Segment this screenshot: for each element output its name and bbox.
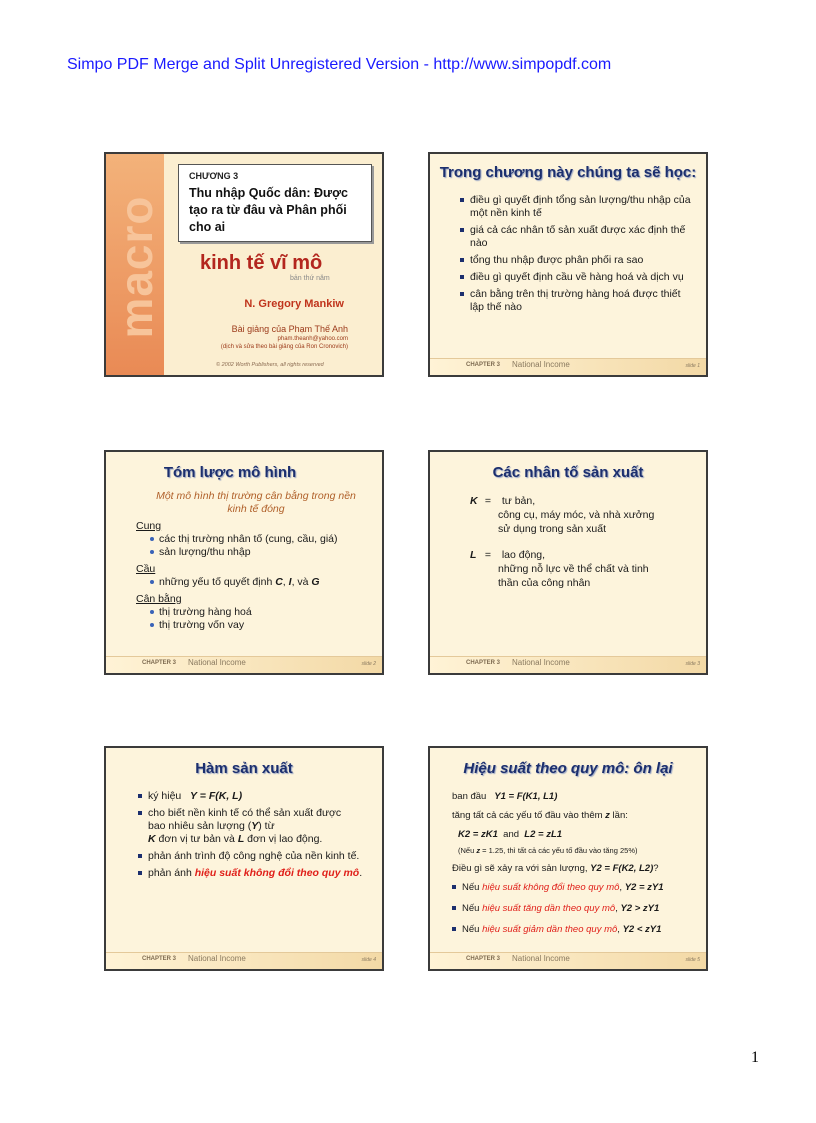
notation-label: ký hiệu [148, 790, 182, 802]
supply-heading: Cung [136, 520, 162, 532]
text-line [452, 790, 702, 803]
symbol-c: C [275, 576, 283, 588]
equilibrium-heading: Cân bằng [136, 593, 182, 605]
supply-list [136, 533, 376, 559]
slide-footer [106, 952, 382, 969]
footer-topic: National Income [512, 658, 570, 667]
text-line [452, 809, 702, 822]
formula: Y2 > zY1 [620, 903, 660, 914]
slide-chapter-goals [428, 152, 708, 377]
slide-title: Hiệu suất theo quy mô: ôn lại [463, 760, 673, 777]
text-fragment: Điều gì sẽ xảy ra với sản lượng, [452, 863, 591, 874]
labor-line-1: lao động, [501, 549, 546, 561]
slide-footer [106, 656, 382, 673]
production-formula: Y = F(K, L) [190, 790, 243, 802]
footer-slide-number: slide 4 [361, 957, 376, 963]
page-number: 1 [751, 1049, 759, 1066]
formula: K2 = zK1 [458, 829, 498, 840]
slide-title: Hàm sản xuất [195, 760, 293, 777]
footer-slide-number: slide 5 [685, 957, 700, 963]
model-outline [136, 520, 376, 632]
symbol-k: K [148, 833, 156, 845]
text-line [452, 845, 702, 856]
footer-topic: National Income [188, 954, 246, 963]
labor-line-2: những nỗ lực về thể chất và tinh [498, 563, 649, 575]
text-fragment: . [359, 867, 363, 879]
text-fragment: Nếu [462, 924, 483, 935]
capital-line-1: tư bản, [501, 495, 536, 507]
highlight-text: hiệu suất tăng dần theo quy mô [482, 903, 616, 914]
footer-topic: National Income [512, 954, 570, 963]
text-line: cho biết nền kinh tế có thể sản xuất được [148, 807, 342, 819]
formula: Y1 = F(K1, L1) [494, 791, 558, 802]
slide-footer [430, 952, 706, 969]
symbol-z: z [476, 846, 481, 855]
footer-topic: National Income [188, 658, 246, 667]
slide-title: Tóm lược mô hình [163, 464, 297, 481]
list-item [138, 790, 374, 803]
capital-symbol: K [470, 495, 478, 507]
symbol-z: z [605, 810, 610, 821]
text-fragment: (Nếu [458, 846, 477, 855]
symbol-g: G [311, 576, 320, 588]
watermark-banner: Simpo PDF Merge and Split Unregistered Version - http://www.simpopdf.com [67, 56, 612, 73]
text-line [148, 820, 374, 833]
lecturer-email: pham.theanh@yahoo.com [277, 336, 348, 342]
formula: Y2 = zY1 [624, 882, 664, 893]
list-item [138, 807, 374, 846]
text-fragment: bao nhiêu sản lượng ( [148, 820, 252, 832]
production-list [138, 790, 374, 884]
footer-chapter: CHAPTER 3 [142, 956, 177, 962]
formula: Y2 = F(K2, L2) [590, 863, 654, 874]
slide-production-function [104, 746, 384, 971]
lecturer-name: Bài giảng của Phạm Thế Anh [231, 324, 348, 334]
footer-slide-number: slide 3 [685, 661, 700, 667]
highlight-text: hiệu suất không đổi theo quy mô [482, 882, 620, 893]
slide-model-overview [104, 450, 384, 675]
chapter-label: CHƯƠNG 3 [189, 171, 239, 181]
separator: , và [291, 576, 312, 588]
copyright-note: © 2002 Worth Publishers, all rights reserved [216, 362, 324, 368]
labor-symbol: L [470, 549, 477, 561]
equals-sign: = [484, 549, 492, 561]
list-item: giá cả các nhân tố sản xuất được xác định thế nào [460, 224, 696, 250]
separator: , [282, 576, 289, 588]
list-item: thị trường hàng hoá [150, 606, 376, 619]
list-item: Nếu hiệu suất giảm dần theo quy mô, Y2 < zY1 [452, 923, 702, 936]
demand-heading: Cầu [136, 563, 156, 575]
slide-factors-of-production [428, 450, 708, 675]
list-item [150, 576, 376, 589]
list-item: điều gì quyết định tổng sản lượng/thu nhập của một nền kinh tế [460, 194, 696, 220]
list-item [138, 867, 374, 880]
text-fragment: Nếu [462, 903, 483, 914]
demand-text: những yếu tố quyết định [159, 576, 276, 588]
text-fragment: ? [653, 863, 659, 874]
text-fragment: tăng tất cả các yếu tố đầu vào thêm [452, 810, 606, 821]
list-item: Nếu hiệu suất tăng dần theo quy mô, Y2 > zY1 [452, 902, 702, 915]
slide-title: Trong chương này chúng ta sẽ học: [439, 164, 697, 181]
list-item: điều gì quyết định cầu về hàng hoá và dịch vụ [460, 271, 696, 284]
list-item: Nếu hiệu suất không đổi theo quy mô, Y2 = zY1 [452, 881, 702, 894]
list-item: cân bằng trên thị trường hàng hoá được thiết lập thế nào [460, 288, 696, 314]
text-fragment: đơn vị lao động. [244, 833, 323, 845]
footer-topic: National Income [512, 360, 570, 369]
list-item: thị trường vốn vay [150, 619, 376, 632]
capital-line-2: công cụ, máy móc, và nhà xưởng [498, 509, 655, 521]
footer-chapter: CHAPTER 3 [466, 660, 501, 666]
slide-returns-to-scale [428, 746, 708, 971]
equilibrium-list [136, 606, 376, 632]
text-line [452, 828, 702, 841]
footer-chapter: CHAPTER 3 [142, 660, 177, 666]
slide-title: Các nhân tố sản xuất [492, 464, 644, 481]
slide-subtitle: Một mô hình thị trường cân bằng trong nền kinh tế đóng [156, 490, 356, 515]
credit-note: (dịch và sửa theo bài giảng của Ron Cronovich) [220, 344, 348, 350]
slide-footer [430, 358, 706, 375]
edition-label: bản thứ năm [290, 275, 330, 282]
list-item: tổng thu nhập được phân phối ra sao [460, 254, 696, 267]
slide-footer [430, 656, 706, 673]
factor-labor [470, 548, 700, 590]
list-item: sản lượng/thu nhập [150, 546, 376, 559]
returns-list [452, 881, 702, 936]
macro-side-text: macro [110, 195, 162, 339]
chapter-title: Thu nhập Quốc dân: Được tạo ra từ đâu và Phân phối cho ai [189, 186, 348, 234]
text-fragment: ) từ [258, 820, 275, 832]
text-fragment: ban đầu [452, 791, 487, 802]
chapter-box [178, 164, 372, 242]
text-fragment: phản ánh [148, 867, 195, 879]
text-fragment: = 1.25, thì tất cả các yếu tố đầu vào tăng 25%) [480, 846, 638, 855]
footer-chapter: CHAPTER 3 [466, 362, 501, 368]
list-item: các thị trường nhân tố (cung, cầu, giá) [150, 533, 376, 546]
labor-line-3: thần của công nhân [498, 577, 591, 589]
text-fragment: lần: [609, 810, 628, 821]
footer-slide-number: slide 1 [685, 363, 700, 369]
symbol-i: I [288, 576, 292, 588]
formula: Y2 < zY1 [622, 924, 662, 935]
footer-slide-number: slide 2 [361, 661, 376, 667]
author-name: N. Gregory Mankiw [244, 298, 344, 310]
symbol-y: Y [251, 820, 259, 832]
factor-capital [470, 494, 700, 536]
formula: L2 = zL1 [524, 829, 563, 840]
text-line [148, 833, 374, 846]
text-fragment: and [503, 829, 520, 840]
list-item: phản ánh trình độ công nghệ của nền kinh tế. [138, 850, 374, 863]
book-title: kinh tế vĩ mô [200, 252, 323, 274]
footer-chapter: CHAPTER 3 [466, 956, 501, 962]
symbol-l: L [237, 833, 245, 845]
slide-title-page [104, 152, 384, 377]
highlight-text: hiệu suất không đổi theo quy mô [194, 867, 360, 879]
equals-sign: = [484, 495, 492, 507]
goals-list [460, 194, 696, 318]
text-fragment: đơn vị tư bản và [155, 833, 238, 845]
demand-list [136, 576, 376, 589]
text-fragment: Nếu [462, 882, 483, 893]
returns-content [452, 790, 702, 940]
highlight-text: hiệu suất giảm dần theo quy mô [482, 924, 618, 935]
text-line [452, 862, 702, 875]
capital-line-3: sử dụng trong sản xuất [498, 523, 607, 535]
